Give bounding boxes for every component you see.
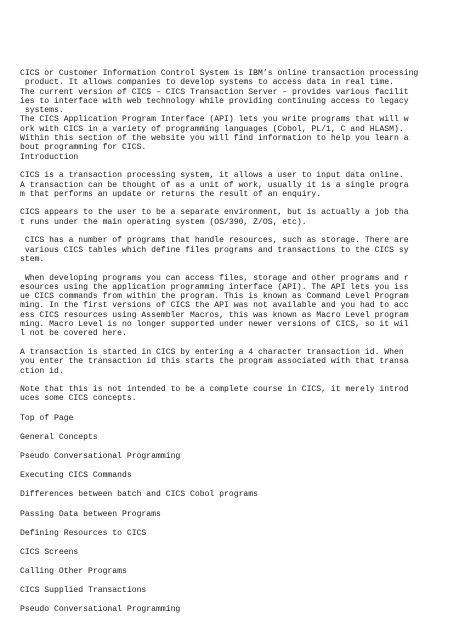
document-page [20, 69, 456, 615]
intro-line: The current version of CICS – CICS Transaction Server – provides various facilit [20, 87, 409, 97]
nav-link-passing-data[interactable]: Passing Data between Programs [20, 509, 161, 519]
intro-line: product. It allows companies to develop systems to access data in real time. [20, 78, 394, 88]
paragraph-line: CICS is a transaction processing system, it allows a user to input data online. [20, 171, 404, 181]
paragraph [20, 236, 456, 264]
nav-link-general-concepts[interactable]: General Concepts [20, 432, 98, 442]
section-heading: Introduction [20, 152, 79, 162]
intro-block [20, 69, 456, 153]
paragraph-line: ue CICS commands from within the program. This is known as Command Level Program [20, 292, 409, 302]
paragraph [20, 171, 456, 199]
nav-link-pseudo-conversational-programming[interactable]: Pseudo Conversational Programming [20, 451, 181, 461]
nav-link-batch-vs-cics-cobol[interactable]: Differences between batch and CICS Cobol programs [20, 490, 258, 500]
nav-link-list [20, 404, 456, 615]
nav-link-defining-resources[interactable]: Defining Resources to CICS [20, 528, 147, 538]
paragraph-line: ction id. [20, 366, 64, 376]
paragraph-line: Note that this is not intended to be a complete course in CICS, it merely introd [20, 385, 409, 395]
nav-link-calling-other-programs[interactable]: Calling Other Programs [20, 567, 127, 577]
paragraph [20, 348, 456, 376]
paragraph [20, 274, 456, 339]
intro-line: ork with CICS in a variety of programming languages (Cobol, PL/1, C and HLASM). [20, 124, 404, 134]
paragraph-line: A transaction is started in CICS by entering a 4 character transaction id. When [20, 347, 404, 357]
nav-link-executing-cics-commands[interactable]: Executing CICS Commands [20, 471, 132, 481]
paragraph-line: stem. [20, 254, 45, 264]
nav-link-cics-screens[interactable]: CICS Screens [20, 547, 79, 557]
paragraph-line: CICS appears to the user to be a separate environment, but is actually a job tha [20, 208, 409, 218]
paragraph-line: ming. In the first versions of CICS the API was not available and you had to acc [20, 301, 409, 311]
paragraph-line: ming. Macro Level is no longer supported under newer versions of CICS, so it wil [20, 320, 409, 330]
paragraph-line: A transaction can be thought of as a unit of work, usually it is a single progra [20, 180, 409, 190]
intro-line: CICS or Customer Information Control System is IBM’s online transaction processing [20, 69, 419, 78]
paragraph-line: l not be covered here. [20, 329, 127, 339]
paragraph-line: uces some CICS concepts. [20, 394, 137, 404]
paragraph-line: you enter the transaction id this starts the program associated with that transa [20, 357, 409, 367]
intro-line: The CICS Application Program Interface (API) lets you write programs that will w [20, 115, 409, 125]
paragraph-line: m that performs an update or returns the result of an enquiry. [20, 189, 322, 199]
nav-link-cics-supplied-transactions[interactable]: CICS Supplied Transactions [20, 586, 147, 596]
paragraph [20, 385, 456, 404]
paragraph-line: various CICS tables which define files programs and transactions to the CICS sy [20, 245, 409, 255]
intro-line: bout programming for CICS. [20, 143, 147, 153]
paragraph-line: ess CICS resources using Assembler Macros, this was known as Macro Level program [20, 310, 409, 320]
intro-line: Within this section of the website you will find information to help you learn a [20, 134, 409, 144]
paragraph [20, 208, 456, 227]
nav-link-pseudo-conversational-programming-2[interactable]: Pseudo Conversational Programming [20, 605, 181, 615]
paragraph-line: When developing programs you can access files, storage and other programs and r [20, 273, 409, 283]
nav-link-top-of-page[interactable]: Top of Page [20, 413, 74, 423]
intro-line: ies to interface with web technology while providing continuing access to legacy [20, 96, 409, 106]
paragraph-line: esources using the application programming interface (API). The API lets you iss [20, 282, 409, 292]
paragraph-line: CICS has a number of programs that handle resources, such as storage. There are [20, 236, 409, 246]
intro-line: systems. [20, 106, 64, 116]
paragraph-line: t runs under the main operating system (OS/390, Z/OS, etc). [20, 217, 307, 227]
